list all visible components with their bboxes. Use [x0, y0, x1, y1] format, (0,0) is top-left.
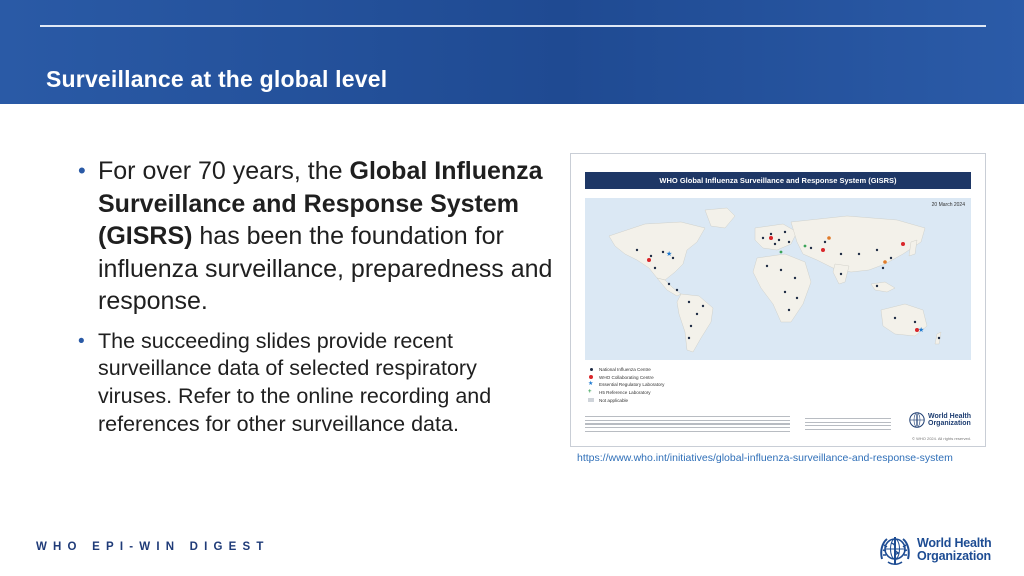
continent-europe [755, 224, 797, 250]
continent-south-america [677, 294, 713, 352]
dot-icon [588, 367, 595, 372]
gisrs-source-link[interactable]: https://www.who.int/initiatives/global-influenza-surveillance-and-response-system [577, 452, 953, 464]
continent-maritime-asia [871, 282, 895, 292]
legend-item-h5 [588, 389, 728, 397]
slide-title: Surveillance at the global level [46, 66, 388, 92]
who-emblem-icon [909, 412, 925, 428]
map-star-australia: ★ [918, 327, 925, 334]
world-map-graphic [585, 198, 971, 360]
who-logo-text [917, 537, 991, 563]
bullet-gisrs-prefix: For over 70 years, the [98, 157, 350, 185]
who-emblem-icon [878, 533, 912, 567]
plus-icon: + [588, 389, 592, 396]
who-logo [878, 533, 991, 567]
legend-item-na [588, 396, 728, 404]
map-star-usa: ★ [666, 251, 673, 258]
map-date: 20 March 2024 [931, 202, 965, 208]
legend-item-cc [588, 374, 728, 382]
legend-label: National Influenza Centre [599, 367, 651, 373]
who-logo-line-1: World Health [917, 536, 992, 550]
map-who-logo [909, 412, 971, 428]
who-logo-line-2: Organization [917, 549, 991, 563]
bullet-gisrs [74, 155, 554, 318]
continent-greenland [705, 208, 735, 228]
legend-label: H5 Reference Laboratory [599, 390, 651, 396]
bullet-gisrs-suffix: has been the foundation for influenza surveillance, preparedness and response. [98, 222, 553, 315]
continent-north-america [609, 222, 705, 280]
world-map [585, 198, 971, 360]
legend-label: Essential Regulatory Laboratory [599, 382, 665, 388]
map-title-bar: WHO Global Influenza Surveillance and Response System (GISRS) [585, 172, 971, 189]
bullet-succeeding-slides: • The succeeding slides provide recent surveillance data of selected respiratory viruses. Refer to the online recording and references for other surveillance data. [74, 328, 554, 439]
map-legend [588, 366, 728, 404]
gisrs-map-image [570, 153, 986, 447]
legend-item-nic [588, 366, 728, 374]
map-who-name-2: Organization [928, 420, 971, 427]
gray-box-icon [588, 398, 595, 403]
bullet-gisrs-bold: Global Influenza Surveillance and Response System (GISRS) [98, 157, 543, 250]
header-banner [0, 0, 1024, 104]
map-disclaimer [585, 416, 790, 432]
star-icon: ★ [588, 381, 594, 388]
continent-africa [753, 254, 811, 322]
bullet-list [74, 155, 554, 439]
footer-label: WHO EPI-WIN DIGEST [36, 541, 270, 553]
map-who-name-1: World Health [928, 412, 972, 420]
legend-item-erl [588, 381, 728, 389]
red-circle-icon [588, 375, 595, 380]
legend-label: Not applicable [599, 397, 629, 403]
legend-label: WHO Collaborating Centre [599, 374, 654, 380]
map-data-source [805, 418, 891, 430]
map-copyright: © WHO 2024. All rights reserved. [912, 436, 971, 441]
header-divider [40, 25, 986, 27]
continent-central-america [657, 278, 681, 296]
